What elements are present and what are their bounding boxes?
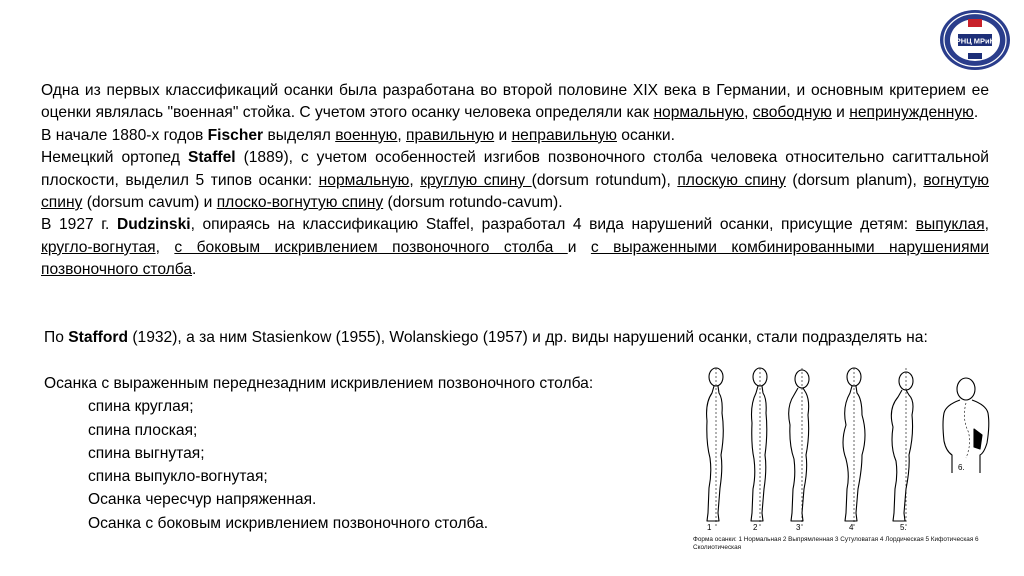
figure-stooped: [789, 368, 809, 528]
text: ,: [397, 126, 407, 144]
author-dudzinski: Dudzinski: [116, 216, 191, 234]
text: ,: [409, 171, 421, 189]
term-normal: нормальную: [318, 171, 410, 189]
figure-straightened: [751, 368, 767, 528]
text: (dorsum planum),: [785, 171, 924, 189]
text: (dorsum rotundum),: [531, 171, 678, 189]
paragraph-4: [41, 214, 989, 281]
stafford-classification-text: [44, 327, 984, 349]
term-incorrect: неправильную: [511, 126, 617, 144]
list-item: спина плоская;: [88, 421, 198, 439]
term-free: свободную: [752, 104, 832, 122]
text: .: [192, 261, 197, 279]
term-relaxed: непринужденную: [849, 104, 974, 122]
text: ,: [155, 238, 175, 256]
text: выделял: [263, 126, 336, 144]
institution-logo: [938, 8, 1012, 72]
term-lateral-curvature: с боковым искривлением позвоночного столба: [174, 238, 568, 256]
text: и: [831, 104, 850, 122]
list-item: спина выпукло-вогнутая;: [88, 468, 268, 486]
paragraph-5: [44, 327, 984, 349]
text: По: [44, 329, 69, 346]
text: (dorsum rotundo-cavum).: [383, 194, 563, 212]
list-item: спина круглая;: [88, 398, 194, 416]
list-item: Осанка чересчур напряженная.: [88, 491, 317, 509]
posture-types-list: [44, 372, 593, 535]
term-round-back: круглую спину: [420, 171, 532, 189]
paragraph-3: [41, 147, 989, 214]
term-convex: выпуклая: [915, 216, 985, 234]
paragraph-2: [41, 125, 989, 147]
term-concave-back: вогнутую спину: [41, 171, 989, 212]
text: , опираясь на классификацию Staffel, разработал 4 вида нарушений осанки, присущие детям:: [190, 216, 916, 234]
figure-scoliotic: [943, 378, 989, 473]
figure-number: 1: [707, 523, 712, 532]
text: В начале 1880-х годов: [41, 126, 208, 144]
figure-number: 5.: [900, 523, 907, 532]
author-staffel: Staffel: [187, 149, 236, 167]
list-item: спина выгнутая;: [88, 444, 205, 462]
logo-text: РНЦ МРиК: [955, 36, 995, 46]
text: (1932), а за ним Stasienkow (1955), Wolanskiego (1957) и др. виды нарушений осанки, стали подразделять на:: [128, 329, 928, 346]
posture-silhouettes: [690, 363, 996, 535]
figure-caption: Форма осанки: 1 Нормальная 2 Выпрямленная 3 Сутуловатая 4 Лордическая 5 Кифотическая 6 Сколиотическая: [693, 536, 979, 551]
figure-number: 3: [796, 523, 801, 532]
text: ,: [984, 216, 989, 234]
text: В 1927 г.: [41, 216, 117, 234]
text: .: [973, 104, 979, 122]
figure-kyphotic: [891, 368, 913, 528]
figure-lordotic: [843, 368, 865, 528]
posture-types-figure: [690, 363, 996, 551]
list-item: Осанка с боковым искривлением позвоночного столба.: [88, 514, 489, 532]
text: и: [494, 126, 512, 144]
text: осанки.: [616, 126, 675, 144]
figure-number: 2: [753, 523, 758, 532]
text: (1889), с учетом особенностей изгибов позвоночного столба человека относительно сагиттальной плоскости, выделил 5 типов осанки:: [41, 149, 990, 189]
term-normal: нормальную: [653, 104, 745, 122]
author-fischer: Fischer: [207, 126, 264, 144]
term-flat-back: плоскую спину: [677, 171, 786, 189]
author-stafford: Stafford: [68, 329, 128, 346]
figure-normal: [707, 368, 724, 528]
term-flat-concave-back: плоско-вогнутую спину: [216, 194, 384, 212]
classification-history-text: [41, 80, 989, 282]
text: и: [567, 238, 591, 256]
text: Одна из первых классификаций осанки была разработана во второй половине XIX века в Германии, и основным критерием ее оценки являлась "военная" стойка. С учетом этого осанку человека определяли как: [41, 82, 989, 122]
list-item: Осанка с выраженным переднезадним искривлением позвоночного столба:: [44, 375, 594, 392]
figure-number: 4: [849, 523, 854, 532]
paragraph-1: [41, 80, 989, 125]
term-military: военную: [335, 126, 398, 144]
figure-number: 6.: [958, 463, 965, 472]
term-correct: правильную: [406, 126, 495, 144]
text: ,: [744, 104, 753, 122]
term-combined-disorders: с выраженными комбинированными нарушениями позвоночного столба: [41, 238, 990, 279]
text: (dorsum cavum) и: [82, 194, 217, 212]
term-round-concave: кругло-вогнутая: [41, 238, 156, 256]
text: Немецкий ортопед: [41, 149, 188, 167]
